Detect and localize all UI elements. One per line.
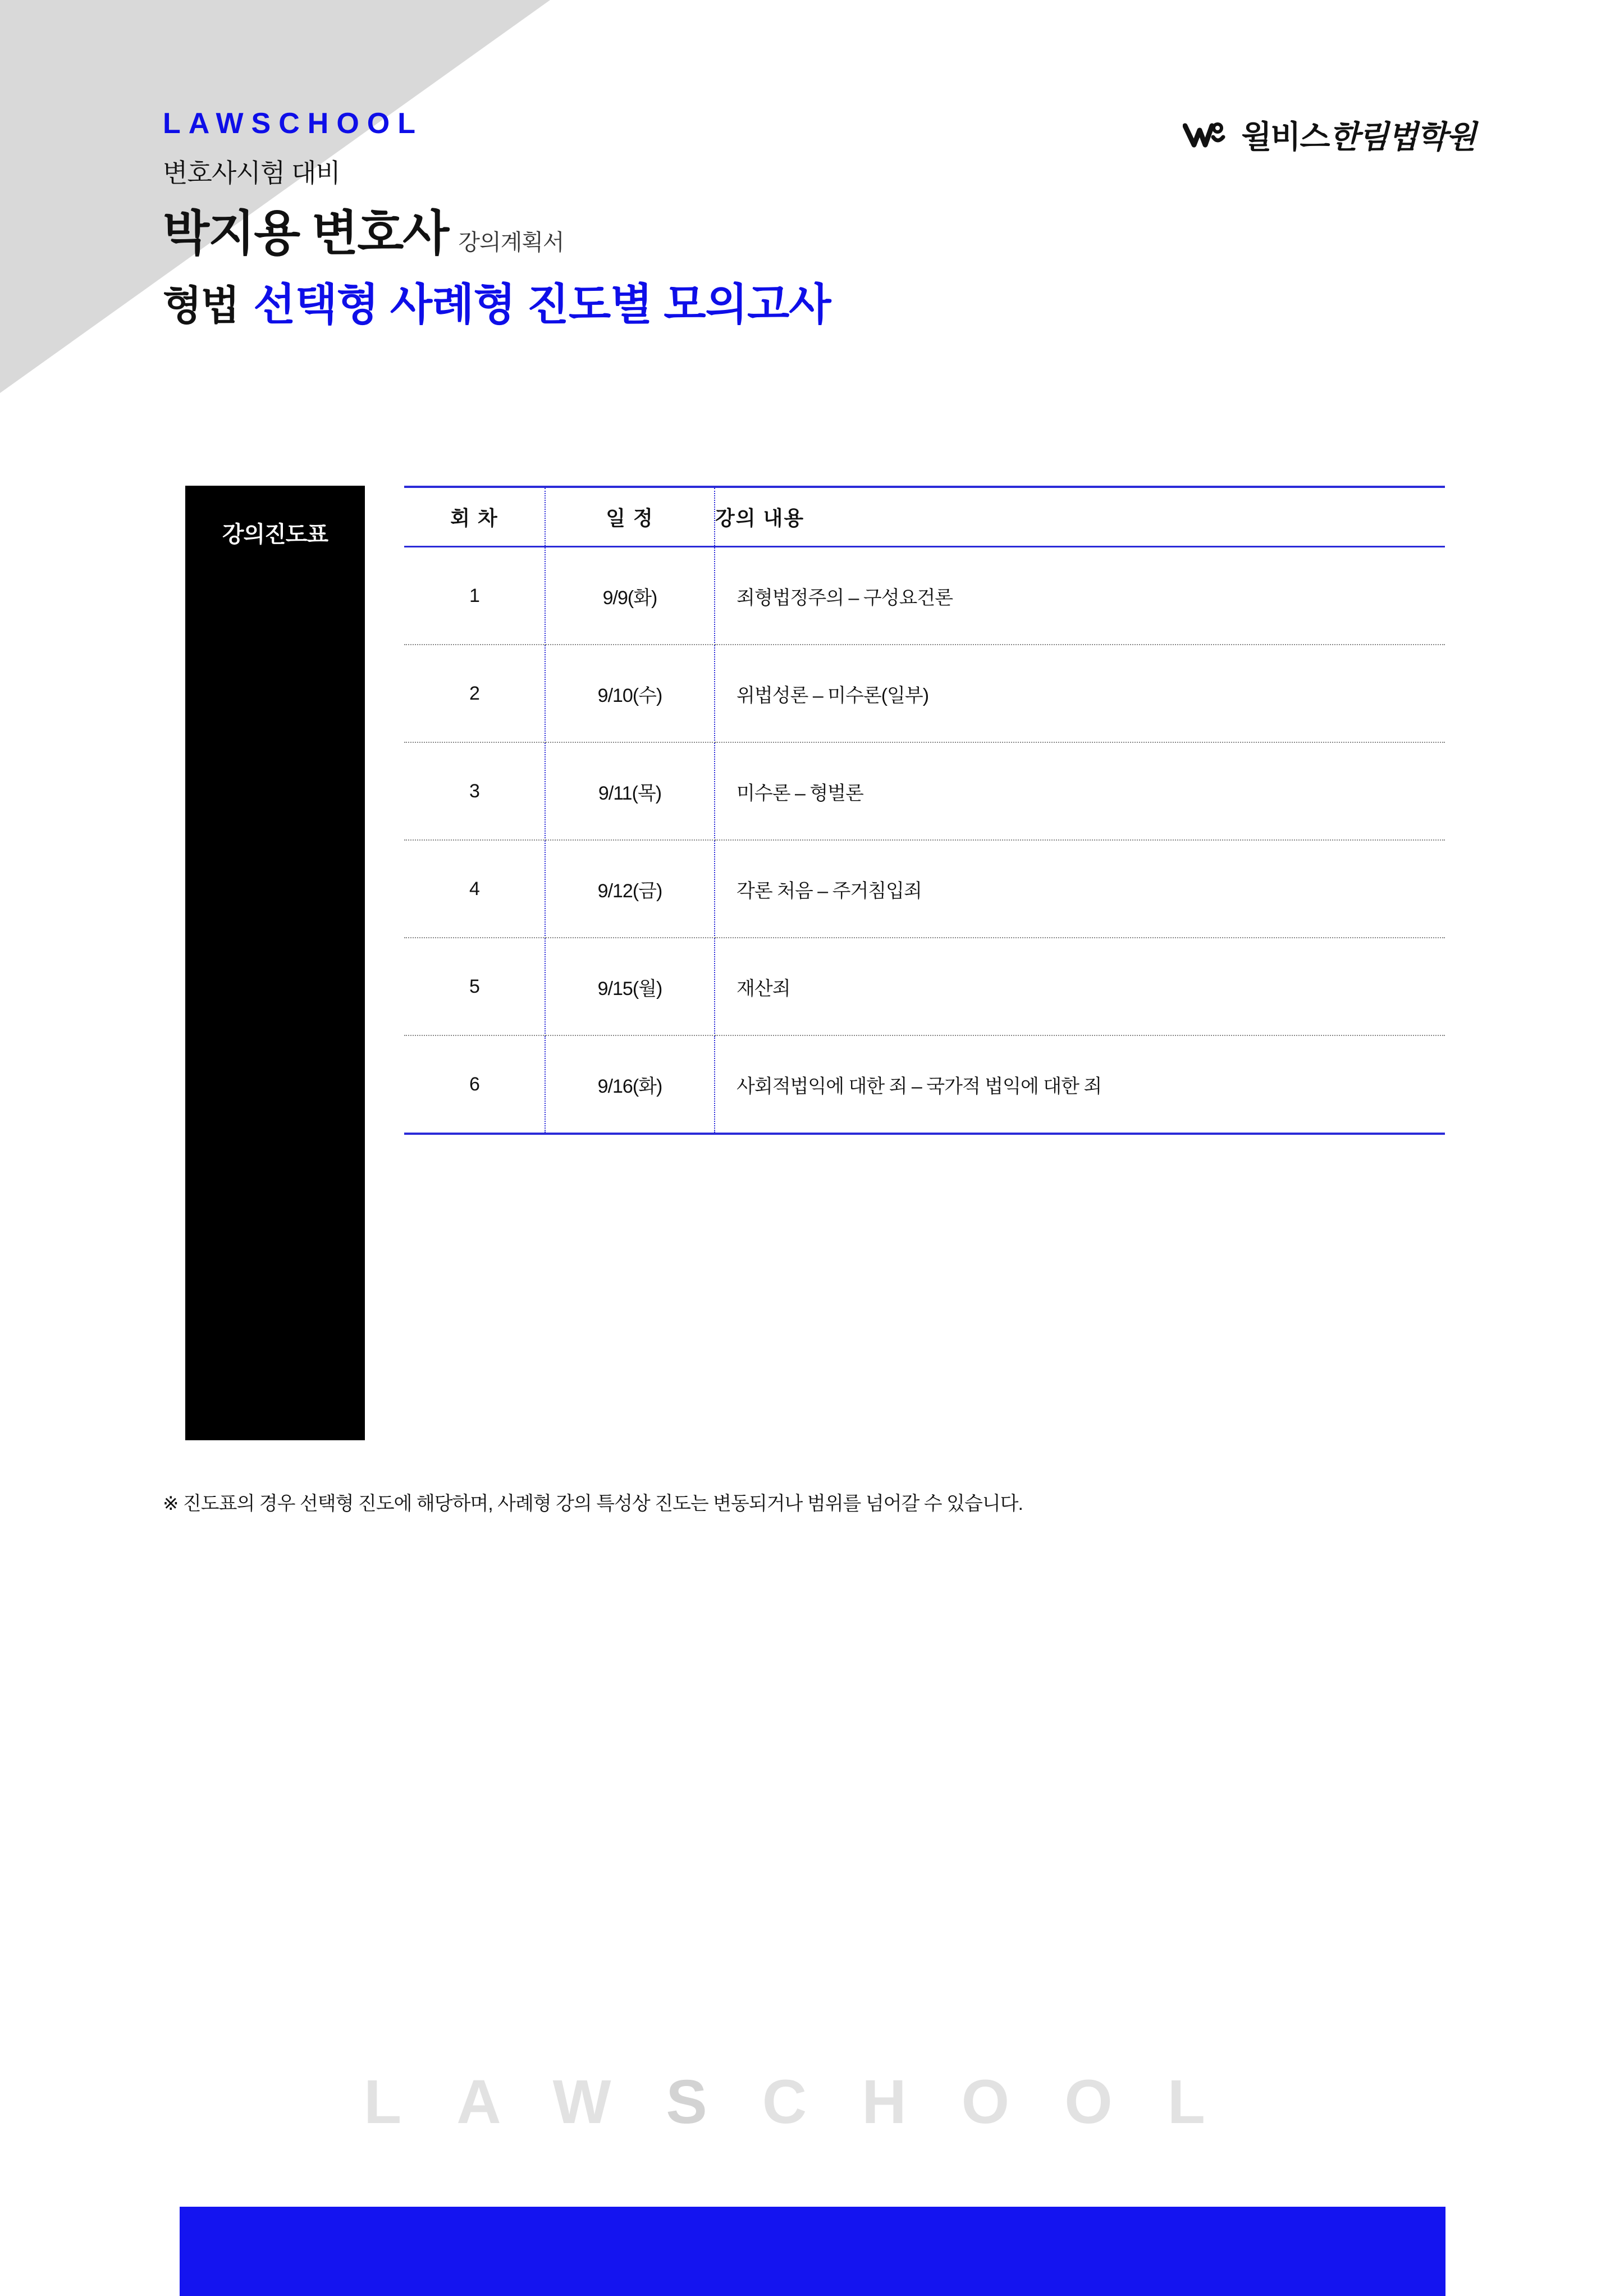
table-header-row bbox=[404, 487, 1445, 547]
watermark-letter: O bbox=[961, 2067, 1065, 2137]
row-desc: 재산죄 bbox=[715, 938, 1445, 1035]
brand-name-part2: 한림법학원 bbox=[1329, 119, 1475, 154]
exam-prep-label: 변호사시험 대비 bbox=[163, 158, 340, 188]
subject-label: 형법 bbox=[163, 284, 239, 328]
willbes-logo-icon bbox=[1183, 118, 1230, 152]
row-desc: 사회적법익에 대한 죄 – 국가적 법익에 대한 죄 bbox=[715, 1035, 1445, 1134]
row-date: 9/11(목) bbox=[545, 742, 715, 840]
row-no: 4 bbox=[404, 840, 545, 938]
brand-name bbox=[1241, 112, 1475, 157]
progress-table bbox=[404, 486, 1445, 1135]
schedule-side-tab bbox=[185, 486, 365, 1440]
footnote-text: ※ 진도표의 경우 선택형 진도에 해당하며, 사례형 강의 특성상 진도는 변동되거나 범위를 넘어갈 수 있습니다. bbox=[163, 1493, 1023, 1514]
brand-name-part1: 윌비스 bbox=[1241, 119, 1329, 154]
lawschool-wordmark: LAWSCHOOL bbox=[163, 107, 423, 140]
watermark-letter: S bbox=[666, 2067, 762, 2137]
col-header-no: 회 차 bbox=[404, 487, 545, 547]
table-head bbox=[404, 487, 1445, 547]
lecturer-name: 박지용 변호사 bbox=[163, 207, 449, 261]
table-row bbox=[404, 938, 1445, 1035]
row-no: 2 bbox=[404, 645, 545, 742]
title-line bbox=[163, 270, 1465, 332]
row-date: 9/10(수) bbox=[545, 645, 715, 742]
row-no: 1 bbox=[404, 547, 545, 645]
bottom-blue-bar bbox=[180, 2207, 1445, 2296]
row-date: 9/16(화) bbox=[545, 1035, 715, 1134]
watermark-letter: A bbox=[456, 2067, 553, 2137]
row-date: 9/12(금) bbox=[545, 840, 715, 938]
plan-label: 강의계획서 bbox=[458, 230, 564, 255]
row-desc: 각론 처음 – 주거침입죄 bbox=[715, 840, 1445, 938]
watermark-letter: W bbox=[552, 2067, 666, 2137]
row-desc: 위법성론 – 미수론(일부) bbox=[715, 645, 1445, 742]
row-desc: 미수론 – 형벌론 bbox=[715, 742, 1445, 840]
table-row bbox=[404, 547, 1445, 645]
row-no: 6 bbox=[404, 1035, 545, 1134]
row-no: 5 bbox=[404, 938, 545, 1035]
course-title: 선택형 사례형 진도별 모의고사 bbox=[253, 280, 831, 329]
table-row bbox=[404, 1035, 1445, 1134]
bottom-watermark bbox=[0, 2066, 1624, 2138]
row-date: 9/9(화) bbox=[545, 547, 715, 645]
table-row bbox=[404, 645, 1445, 742]
col-header-date: 일 정 bbox=[545, 487, 715, 547]
row-no: 3 bbox=[404, 742, 545, 840]
table-row bbox=[404, 840, 1445, 938]
lecturer-line bbox=[163, 194, 1465, 264]
row-date: 9/15(월) bbox=[545, 938, 715, 1035]
watermark-letter: L bbox=[363, 2067, 457, 2137]
col-header-desc: 강의 내용 bbox=[715, 487, 1445, 547]
watermark-letter: O bbox=[1064, 2067, 1168, 2137]
watermark-letter: H bbox=[862, 2067, 962, 2137]
watermark-letter: L bbox=[1167, 2067, 1260, 2137]
watermark-letter: C bbox=[762, 2067, 862, 2137]
row-desc: 죄형법정주의 – 구성요건론 bbox=[715, 547, 1445, 645]
table-body bbox=[404, 547, 1445, 1134]
schedule-tab-label: 강의진도표 bbox=[222, 522, 328, 547]
table-row bbox=[404, 742, 1445, 840]
brand-logo bbox=[1183, 112, 1475, 157]
